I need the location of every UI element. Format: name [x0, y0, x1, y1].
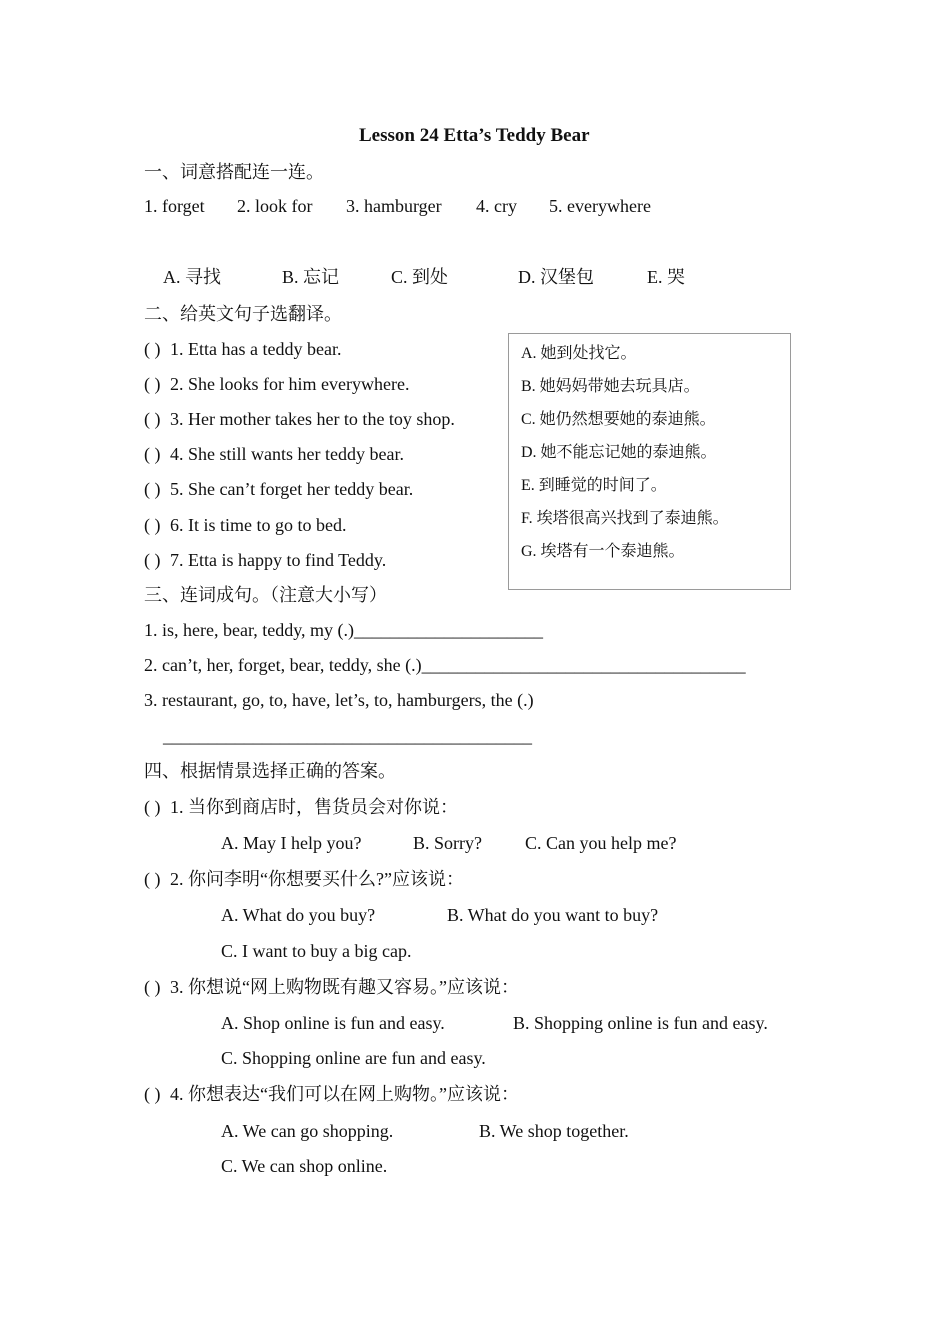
sentence-row: ( ) 2. She looks for him everywhere.	[144, 374, 410, 394]
word-item: 1. forget	[144, 196, 205, 216]
page-title: Lesson 24 Etta’s Teddy Bear	[359, 125, 590, 146]
sentence-row: ( ) 5. She can’t forget her teddy bear.	[144, 479, 414, 499]
choice-c: C. I want to buy a big cap.	[221, 941, 412, 961]
choice-b: B. Sorry?	[413, 833, 482, 853]
answer-line: _________________________________________	[163, 726, 532, 746]
sentence-row: ( ) 1. Etta has a teddy bear.	[144, 339, 342, 359]
word-item: 4. cry	[476, 196, 517, 216]
meaning-item: A. 寻找	[163, 267, 221, 287]
section1-heading: 一、词意搭配连一连。	[144, 162, 324, 182]
translation-option: E. 到睡觉的时间了。	[521, 477, 667, 494]
choice-a: A. May I help you?	[221, 833, 362, 853]
translation-option: G. 埃塔有一个泰迪熊。	[521, 543, 685, 560]
meaning-item: D. 汉堡包	[518, 267, 594, 287]
choice-c: C. We can shop online.	[221, 1156, 388, 1176]
translation-option: F. 埃塔很高兴找到了泰迪熊。	[521, 510, 729, 527]
choice-b: B. Shopping online is fun and easy.	[513, 1013, 768, 1033]
question-row: ( ) 1. 当你到商店时，售货员会对你说：	[144, 797, 458, 817]
word-item: 5. everywhere	[549, 196, 651, 216]
meaning-item: C. 到处	[391, 267, 449, 287]
reorder-item: 1. is, here, bear, teddy, my (.)_____________________	[144, 620, 544, 640]
sentence-row: ( ) 7. Etta is happy to find Teddy.	[144, 550, 387, 570]
sentence-row: ( ) 6. It is time to go to bed.	[144, 515, 347, 535]
word-item: 3. hamburger	[346, 196, 442, 216]
translation-option: A. 她到处找它。	[521, 345, 637, 362]
section2-heading: 二、给英文句子选翻译。	[144, 304, 342, 324]
question-row: ( ) 2. 你问李明“你想要买什么?”应该说：	[144, 869, 464, 889]
section3-heading: 三、连词成句。（注意大小写）	[144, 585, 387, 605]
choice-b: B. What do you want to buy?	[447, 905, 659, 925]
reorder-item: 3. restaurant, go, to, have, let’s, to, hamburgers, the (.)	[144, 690, 534, 710]
choice-a: A. What do you buy?	[221, 905, 376, 925]
choice-b: B. We shop together.	[479, 1121, 629, 1141]
choice-c: C. Shopping online are fun and easy.	[221, 1048, 486, 1068]
meaning-item: B. 忘记	[282, 267, 340, 287]
question-row: ( ) 4. 你想表达“我们可以在网上购物。”应该说：	[144, 1084, 519, 1104]
translation-option: C. 她仍然想要她的泰迪熊。	[521, 411, 716, 428]
translation-options-box	[508, 333, 791, 590]
question-row: ( ) 3. 你想说“网上购物既有趣又容易。”应该说：	[144, 977, 519, 997]
reorder-item: 2. can’t, her, forget, bear, teddy, she (.)____________________________________	[144, 655, 746, 675]
word-item: 2. look for	[237, 196, 313, 216]
meaning-item: E. 哭	[647, 267, 685, 287]
choice-a: A. Shop online is fun and easy.	[221, 1013, 445, 1033]
translation-option: B. 她妈妈带她去玩具店。	[521, 378, 700, 395]
sentence-row: ( ) 4. She still wants her teddy bear.	[144, 444, 404, 464]
choice-c: C. Can you help me?	[525, 833, 677, 853]
translation-option: D. 她不能忘记她的泰迪熊。	[521, 444, 717, 461]
section4-heading: 四、根据情景选择正确的答案。	[144, 761, 396, 781]
choice-a: A. We can go shopping.	[221, 1121, 394, 1141]
sentence-row: ( ) 3. Her mother takes her to the toy shop.	[144, 409, 455, 429]
